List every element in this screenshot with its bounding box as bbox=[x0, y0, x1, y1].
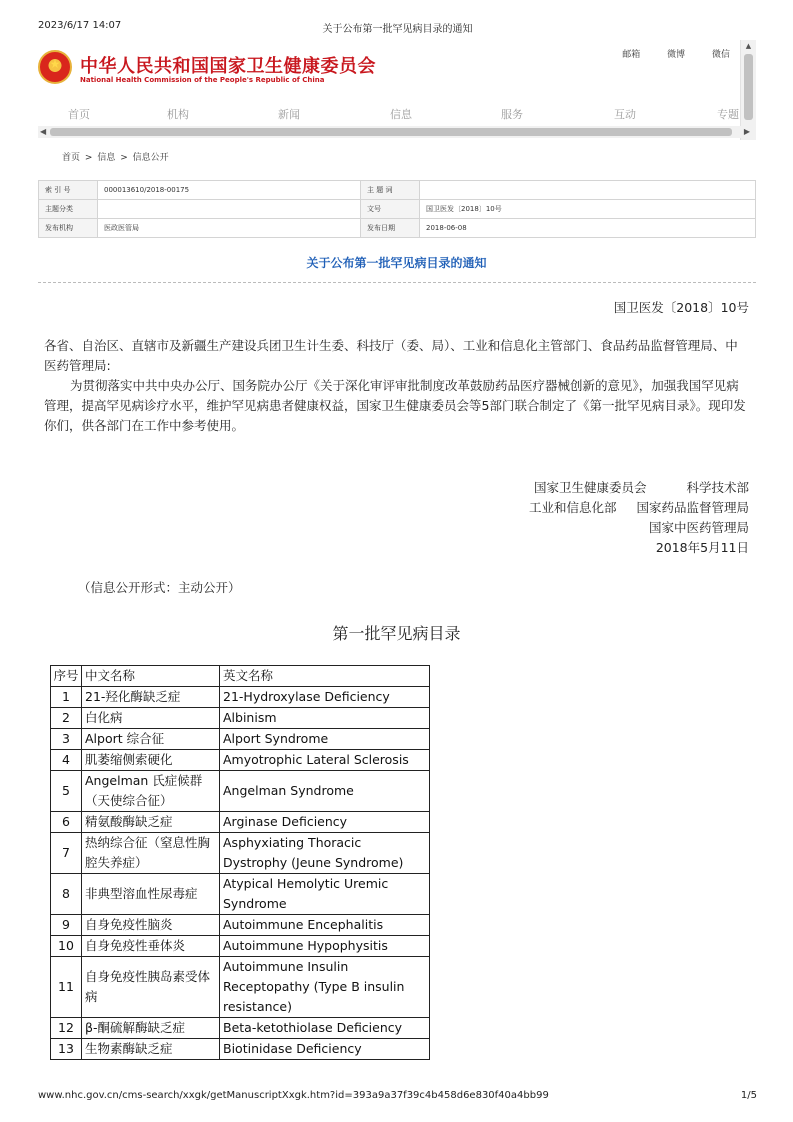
breadcrumb-separator: > bbox=[84, 153, 93, 163]
doc-no-label: 文号 bbox=[361, 200, 420, 219]
row-cn: 非典型溶血性尿毒症 bbox=[82, 874, 220, 915]
weibo-link[interactable]: 微博 bbox=[667, 50, 686, 60]
row-en: Beta-ketothiolase Deficiency bbox=[220, 1018, 430, 1039]
addressees: 各省、自治区、直辖市及新疆生产建设兵团卫生计生委、科技厅（委、局）、工业和信息化主管部门、食品药品监督管理局、中医药管理局: bbox=[44, 338, 738, 373]
row-no: 2 bbox=[51, 708, 82, 729]
mailbox-link[interactable]: 邮箱 bbox=[622, 50, 641, 60]
rare-disease-table-title: 第一批罕见病目录 bbox=[332, 624, 461, 643]
table-row bbox=[51, 874, 430, 915]
row-en: Angelman Syndrome bbox=[220, 771, 430, 812]
header-no: 序号 bbox=[51, 666, 82, 687]
sign-date: 2018年5月11日 bbox=[655, 540, 749, 555]
page-number: 1/5 bbox=[740, 1090, 757, 1101]
signer-natcm: 国家中医药管理局 bbox=[648, 520, 749, 535]
table-row bbox=[51, 750, 430, 771]
breadcrumb-disclosure[interactable]: 信息公开 bbox=[132, 153, 169, 163]
row-en: Alport Syndrome bbox=[220, 729, 430, 750]
row-cn: 生物素酶缺乏症 bbox=[82, 1039, 220, 1060]
row-en: Biotinidase Deficiency bbox=[220, 1039, 430, 1060]
row-no: 10 bbox=[51, 936, 82, 957]
subject-value bbox=[420, 181, 756, 200]
signer-nhc: 国家卫生健康委员会 bbox=[533, 480, 647, 495]
row-en: Asphyxiating Thoracic Dystrophy (Jeune Syndrome) bbox=[220, 833, 430, 874]
row-no: 6 bbox=[51, 812, 82, 833]
table-row bbox=[51, 771, 430, 812]
nav-topics[interactable]: 专题 bbox=[717, 108, 739, 121]
row-cn: β-酮硫解酶缺乏症 bbox=[82, 1018, 220, 1039]
row-no: 8 bbox=[51, 874, 82, 915]
row-no: 3 bbox=[51, 729, 82, 750]
table-row bbox=[51, 1039, 430, 1060]
table-row bbox=[51, 957, 430, 1018]
site-header bbox=[38, 44, 756, 96]
row-no: 9 bbox=[51, 915, 82, 936]
row-en: 21-Hydroxylase Deficiency bbox=[220, 687, 430, 708]
nav-home[interactable]: 首页 bbox=[68, 108, 90, 121]
vertical-scrollbar[interactable] bbox=[740, 40, 756, 140]
row-cn: 肌萎缩侧索硬化 bbox=[82, 750, 220, 771]
row-en: Arginase Deficiency bbox=[220, 812, 430, 833]
breadcrumb bbox=[62, 150, 171, 163]
issuer-label: 发布机构 bbox=[39, 219, 98, 238]
row-en: Autoimmune Insulin Receptopathy (Type B insulin resistance) bbox=[220, 957, 430, 1018]
table-row bbox=[51, 936, 430, 957]
row-cn: 21-羟化酶缺乏症 bbox=[82, 687, 220, 708]
page-url: www.nhc.gov.cn/cms-search/xxgk/getManuscriptXxgk.htm?id=393a9a37f39c4b458d6e830f40a4bb99 bbox=[38, 1090, 549, 1101]
signer-nmpa: 国家药品监督管理局 bbox=[636, 500, 749, 515]
signer-most: 科学技术部 bbox=[686, 480, 749, 495]
category-value bbox=[98, 200, 361, 219]
nav-information[interactable]: 信息 bbox=[390, 108, 412, 121]
top-links bbox=[610, 47, 742, 60]
nav-organization[interactable]: 机构 bbox=[167, 108, 189, 121]
row-no: 5 bbox=[51, 771, 82, 812]
subject-label: 主 题 词 bbox=[361, 181, 420, 200]
signer-miit: 工业和信息化部 bbox=[528, 500, 617, 515]
row-no: 12 bbox=[51, 1018, 82, 1039]
print-page-title: 关于公布第一批罕见病目录的通知 bbox=[322, 24, 473, 35]
main-nav bbox=[38, 102, 740, 126]
row-cn: Angelman 氏症候群（天使综合征） bbox=[82, 771, 220, 812]
table-row bbox=[51, 812, 430, 833]
row-cn: 自身免疫性脑炎 bbox=[82, 915, 220, 936]
nav-services[interactable]: 服务 bbox=[501, 108, 523, 121]
horizontal-scroll-thumb[interactable] bbox=[50, 128, 732, 136]
row-cn: Alport 综合征 bbox=[82, 729, 220, 750]
scroll-left-icon[interactable]: ◀ bbox=[40, 127, 47, 136]
index-no-value: 000013610/2018-00175 bbox=[98, 181, 361, 200]
issuer-value: 医政医管局 bbox=[98, 219, 361, 238]
body-paragraph: 为贯彻落实中共中央办公厅、国务院办公厅《关于深化审评审批制度改革鼓励药品医疗器械创新的意见》，加强我国罕见病管理，提高罕见病诊疗水平，维护罕见病患者健康权益，国家卫生健康委员会等5部门联合制定了《第一批罕见病目录》。现印发你们，供各部门在工作中参考使用。 bbox=[44, 378, 746, 433]
rare-disease-table bbox=[50, 665, 430, 1060]
row-cn: 自身免疫性垂体炎 bbox=[82, 936, 220, 957]
row-no: 13 bbox=[51, 1039, 82, 1060]
divider bbox=[38, 282, 756, 283]
row-en: Autoimmune Hypophysitis bbox=[220, 936, 430, 957]
table-row bbox=[51, 915, 430, 936]
row-no: 1 bbox=[51, 687, 82, 708]
nav-news[interactable]: 新闻 bbox=[278, 108, 300, 121]
document-number: 国卫医发〔2018〕10号 bbox=[613, 300, 749, 315]
vertical-scroll-thumb[interactable] bbox=[744, 54, 753, 120]
row-en: Amyotrophic Lateral Sclerosis bbox=[220, 750, 430, 771]
table-header-row bbox=[51, 666, 430, 687]
disclosure-form: （信息公开形式：主动公开） bbox=[78, 580, 241, 595]
row-cn: 热纳综合征（窒息性胸腔失养症） bbox=[82, 833, 220, 874]
scroll-up-icon[interactable]: ▲ bbox=[745, 42, 752, 50]
site-title[interactable]: 中华人民共和国国家卫生健康委员会 bbox=[80, 56, 376, 77]
index-no-label: 索 引 号 bbox=[39, 181, 98, 200]
breadcrumb-separator: > bbox=[120, 153, 128, 163]
row-cn: 自身免疫性胰岛素受体病 bbox=[82, 957, 220, 1018]
table-row bbox=[51, 687, 430, 708]
row-cn: 白化病 bbox=[82, 708, 220, 729]
row-no: 4 bbox=[51, 750, 82, 771]
table-row bbox=[51, 708, 430, 729]
row-no: 11 bbox=[51, 957, 82, 1018]
wechat-link[interactable]: 微信 bbox=[711, 50, 730, 60]
breadcrumb-home[interactable]: 首页 bbox=[62, 153, 81, 163]
national-emblem-icon: ★ bbox=[38, 50, 72, 84]
document-title: 关于公布第一批罕见病目录的通知 bbox=[306, 256, 487, 270]
doc-no-value: 国卫医发〔2018〕10号 bbox=[420, 200, 756, 219]
header-en: 英文名称 bbox=[220, 666, 430, 687]
print-header bbox=[38, 20, 757, 34]
table-row bbox=[51, 1018, 430, 1039]
category-label: 主题分类 bbox=[39, 200, 98, 219]
scroll-right-icon[interactable]: ▶ bbox=[743, 127, 750, 136]
date-value: 2018-06-08 bbox=[420, 219, 756, 238]
table-row bbox=[51, 833, 430, 874]
row-en: Autoimmune Encephalitis bbox=[220, 915, 430, 936]
nav-interaction[interactable]: 互动 bbox=[614, 108, 636, 121]
row-cn: 精氨酸酶缺乏症 bbox=[82, 812, 220, 833]
signers-block bbox=[529, 478, 749, 558]
header-cn: 中文名称 bbox=[82, 666, 220, 687]
horizontal-scrollbar[interactable] bbox=[38, 126, 752, 138]
table-row bbox=[51, 729, 430, 750]
document-meta-table bbox=[38, 180, 756, 238]
print-footer bbox=[38, 1090, 757, 1104]
print-datetime: 2023/6/17 14:07 bbox=[38, 20, 122, 31]
site-subtitle-en: National Health Commission of the People's Republic of China bbox=[80, 76, 325, 84]
breadcrumb-information[interactable]: 信息 bbox=[97, 153, 116, 163]
row-en: Albinism bbox=[220, 708, 430, 729]
row-no: 7 bbox=[51, 833, 82, 874]
date-label: 发布日期 bbox=[361, 219, 420, 238]
row-en: Atypical Hemolytic Uremic Syndrome bbox=[220, 874, 430, 915]
